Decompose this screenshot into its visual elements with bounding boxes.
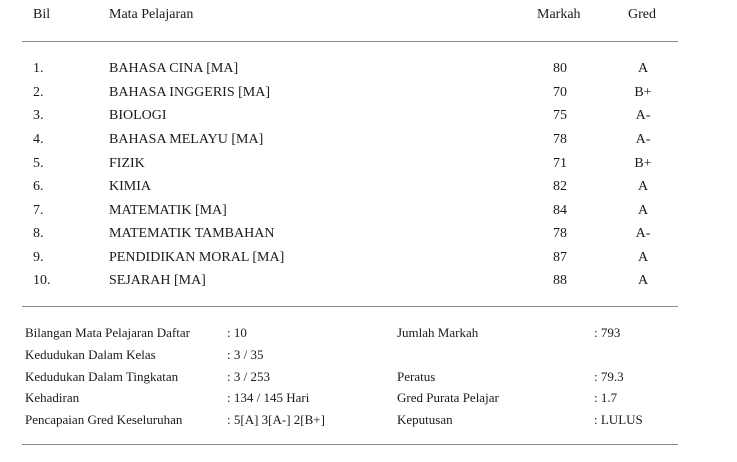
summary-value-result: : LULUS [594, 412, 643, 427]
summary-value-registered-subjects: : 10 [227, 325, 247, 340]
row-subject: SEJARAH [MA] [109, 273, 206, 288]
row-marks: 78 [553, 132, 567, 147]
summary-label-total-marks: Jumlah Markah [397, 325, 479, 340]
row-subject: BIOLOGI [109, 108, 167, 123]
table-divider [22, 306, 678, 307]
summary-value-attendance: : 134 / 145 Hari [227, 390, 310, 405]
row-subject: FIZIK [109, 156, 145, 171]
row-number: 6. [33, 179, 44, 194]
header-marks: Markah [537, 7, 581, 22]
row-marks: 71 [553, 156, 567, 171]
summary-value-percentage: : 79.3 [594, 369, 624, 384]
row-number: 5. [33, 156, 44, 171]
row-marks: 80 [553, 61, 567, 76]
row-marks: 88 [553, 273, 567, 288]
row-marks: 82 [553, 179, 567, 194]
header-bil: Bil [33, 7, 51, 22]
row-marks: 78 [553, 226, 567, 241]
row-subject: KIMIA [109, 179, 151, 194]
header-grade: Gred [628, 7, 656, 22]
row-marks: 84 [553, 203, 567, 218]
summary-value-total-marks: : 793 [594, 325, 621, 340]
row-subject: MATEMATIK [MA] [109, 203, 227, 218]
row-number: 4. [33, 132, 44, 147]
header-divider [22, 41, 678, 42]
summary-label-registered-subjects: Bilangan Mata Pelajaran Daftar [25, 325, 190, 340]
row-subject: MATEMATIK TAMBAHAN [109, 226, 275, 241]
row-marks: 70 [553, 85, 567, 100]
summary-label-attendance: Kehadiran [25, 390, 80, 405]
row-marks: 75 [553, 108, 567, 123]
summary-value-student-average-grade: : 1.7 [594, 390, 618, 405]
header-subject: Mata Pelajaran [109, 7, 194, 22]
summary-label-form-position: Kedudukan Dalam Tingkatan [25, 369, 179, 384]
row-number: 7. [33, 203, 44, 218]
row-number: 9. [33, 250, 44, 265]
row-grade: A- [635, 132, 651, 147]
row-grade: A- [635, 226, 651, 241]
row-grade: A [637, 61, 649, 76]
summary-value-class-position: : 3 / 35 [227, 347, 264, 362]
row-subject: BAHASA INGGERIS [MA] [109, 85, 271, 100]
row-grade: A- [635, 108, 651, 123]
row-number: 8. [33, 226, 44, 241]
row-grade: B+ [634, 85, 652, 100]
row-subject: BAHASA CINA [MA] [109, 61, 239, 76]
row-grade: A [637, 203, 649, 218]
row-subject: PENDIDIKAN MORAL [MA] [109, 250, 285, 265]
row-grade: A [637, 179, 649, 194]
footer-divider [22, 444, 678, 445]
summary-value-form-position: : 3 / 253 [227, 369, 270, 384]
summary-label-result: Keputusan [397, 412, 453, 427]
row-number: 10. [33, 273, 51, 288]
row-number: 2. [33, 85, 44, 100]
summary-label-class-position: Kedudukan Dalam Kelas [25, 347, 156, 362]
summary-label-percentage: Peratus [397, 369, 436, 384]
row-marks: 87 [553, 250, 567, 265]
summary-label-overall-grade: Pencapaian Gred Keseluruhan [25, 412, 183, 427]
row-grade: A [637, 273, 649, 288]
row-number: 1. [33, 61, 44, 76]
row-number: 3. [33, 108, 44, 123]
row-grade: B+ [634, 156, 652, 171]
summary-label-student-average-grade: Gred Purata Pelajar [397, 390, 499, 405]
row-subject: BAHASA MELAYU [MA] [109, 132, 264, 147]
summary-value-overall-grade: : 5[A] 3[A-] 2[B+] [227, 412, 325, 427]
row-grade: A [637, 250, 649, 265]
